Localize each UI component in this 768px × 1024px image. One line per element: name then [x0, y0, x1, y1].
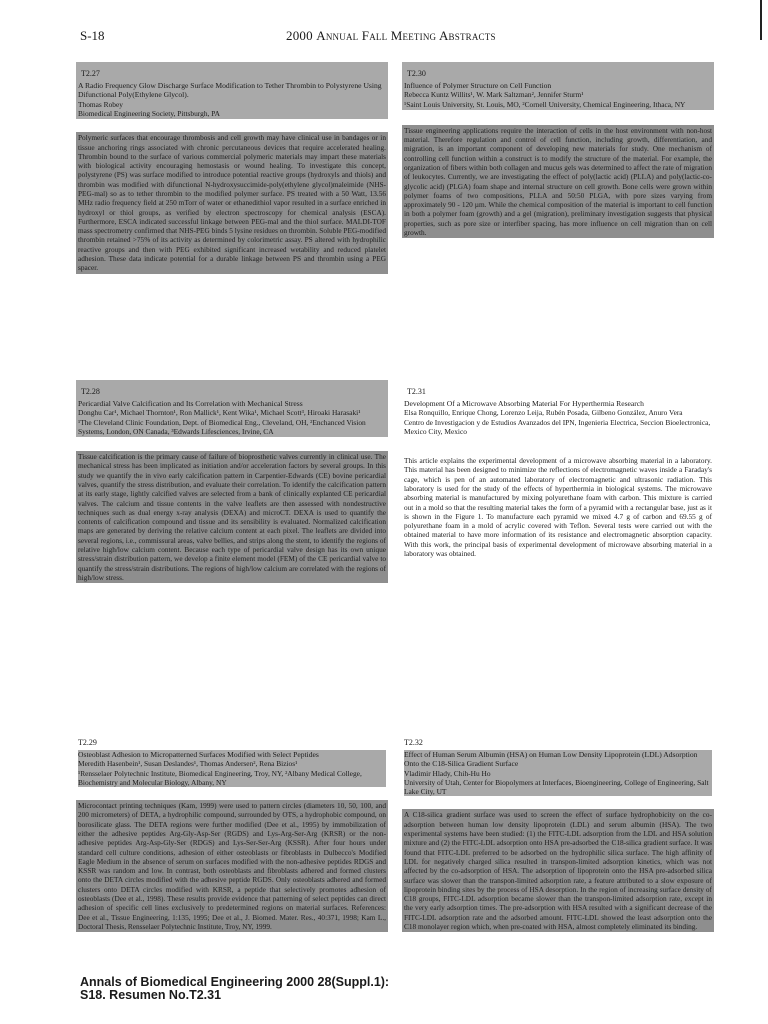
abstract-title: Osteoblast Adhesion to Micropatterned Surfaces Modified with Select Peptides: [78, 750, 386, 759]
abstract-code: T2.30: [407, 69, 426, 78]
abstract-title: Effect of Human Serum Albumin (HSA) on Human Low Density Lipoprotein (LDL) Adsorption Onto the C18-Silica Gradient Surface: [404, 750, 712, 769]
abstract-code: T2.29: [78, 738, 97, 747]
abstract-header: [402, 62, 714, 110]
abstract-header: [402, 380, 714, 437]
abstract-code: T2.27: [81, 69, 100, 78]
abstract-body: This article explains the experimental development of a microwave absorbing material in a laboratory. This material has been designed to minimize the reflections of electromagnetic waves inside a Faraday's cage, which is pen of an automated laboratory of electromagnetic and ultrasonic radiation. This laboratory is used for the study of the effects of hyperthermia in biological systems. The microwave absorbing material is manufactured by mixing polyurethane foam with carbon. This mixture is carried out in a mold so that the resulting material takes the form of a pyramid with a rectangular base, just as it is shown in the Figure 1. To manufacture each pyramid we mixed 4.7 g of carbon and 69.55 g of polyurethane foam in a mold of acrylic covered with Teflon. Several tests were carried out with the obtained material to have more information of its resistance and electromagnetic absorption capacity. With this work, the principal basis of experimental development of microwave absorbing material in a laboratory was obtained.: [404, 456, 712, 558]
abstract-title: Development Of a Microwave Absorbing Material For Hyperthermia Research: [404, 399, 644, 408]
abstract-t2-27: [76, 62, 388, 274]
abstract-code: T2.28: [81, 387, 100, 396]
abstract-authors: Meredith Hasenbein¹, Susan Deslandes¹, Thomas Andersen², Rena Bizios¹: [78, 759, 386, 768]
citation-line-2: S18. Resumen No.T2.31: [80, 988, 222, 1002]
abstract-header: [76, 62, 388, 119]
journal-title-year: 2000: [286, 28, 313, 43]
abstract-affiliation: ¹Rensselaer Polytechnic Institute, Biomedical Engineering, Troy, NY, ²Albany Medical College, Biochemistry and Molecular Biology, Albany, NY: [78, 769, 386, 787]
abstract-affiliation: Centro de Investigacion y de Estudios Avanzados del IPN, Ingenieria Electrica, Seccion Bioelectronica, Mexico City, Mexico: [404, 417, 711, 436]
abstract-authors: Donghu Car¹, Michael Thornton¹, Ron Mallick¹, Kent Wika¹, Michael Scott³, Hiroaki Harasaki¹: [78, 408, 361, 418]
abstract-authors: Rebecca Kuntz Willits¹, W. Mark Saltzman², Jennifer Sturm¹: [404, 90, 584, 100]
abstract-affiliation: ¹Saint Louis University, St. Louis, MO, ²Cornell University, Chemical Engineering, Ithaca, NY: [404, 99, 686, 109]
abstract-title: Influence of Polymer Structure on Cell Function: [404, 81, 552, 90]
abstract-header: [76, 380, 388, 437]
abstract-affiliation: Biomedical Engineering Society, Pittsburgh, PA: [78, 109, 220, 119]
abstract-t2-31: [402, 380, 714, 559]
abstract-affiliation: University of Utah, Center for Biopolymers at Interfaces, Bioengineering, College of Engineering, Salt Lake City, UT: [404, 778, 712, 796]
abstract-t2-29: [76, 731, 388, 932]
abstract-t2-32: [402, 731, 714, 932]
abstract-body: A C18-silica gradient surface was used to screen the effect of surface hydrophobicity on the co-adsorption between human low density lipoprotein (LDL) and serum albumin (HSA). The two experimental systems have been studied: (1) the FITC-LDL adsorption from the LDL and HSA solution mixture and (2) the FITC-LDL adsorption onto HSA pre-adsorbed the C18-silica gradient surface. It was found that FITC-LDL preferred to be adsorbed on the hydrophilic silica surface. The high affinity of LDL for negatively charged silica resulted in transpon-limited adsorption kinetics, which was not affected by the co-adsorption of HSA. The adsorption of lipoprotein onto the HSA pre-adsorbed silica surface was slower than the transpon-limited adsorption rate, a feature attributed to a slow exposure of lipoprotein binding sites by the process of HSA desorption. In the region of increasing surface density of C18 groups, FITC-LDL adsorption became slower than the transpon-limited adsorption rate, except in the very early adsorption times. The pre-adsorption with HSA resulted with a significant decrease of the FITC-LDL adsorption rate and the adsorbed amount. FITC-LDL showed the least adsorption onto the C18 monolayer region which, when pre-coated with HSA, almost completely eliminated its binding.: [404, 810, 712, 931]
abstract-body: Tissue engineering applications require the interaction of cells in the host environment with non-host material. Therefore regulation and control of cell function, including growth, differentiation, and migration, is an important component of developing new materials for study. One mechanism of controlling cell function within a construct is to modify the structure of the material. For example, the organization of fibers within both collagen and mucus gels was determined to affect the rate of migration of leukocytes. Currently, we are investigating the effect of poly(lactic acid) (PLLA) and poly(lactic-co-glycolic acid) (PLGA) foam shape and internal structure on cell growth. Bone cells were grown within polymer foams of two compositions, PLLA and 50:50 PLGA, with pore sizes varying from approximately 90 - 120 µm. While the chemical composition of the material is important to cell function in both a polymer foam (growth) and a gel (migration), preliminary investigation suggests that physical properties, such as pore size or interfiber spacing, has more influence on cell migration than on cell growth.: [404, 125, 712, 238]
abstract-t2-28: [76, 380, 388, 583]
page-number: S-18: [80, 28, 105, 43]
abstract-title: Pericardial Valve Calcification and Its Correlation with Mechanical Stress: [78, 399, 303, 408]
journal-title: [286, 28, 496, 44]
abstract-body: Microcontact printing techniques (Kam, 1999) were used to pattern circles (diameters 10, 50, 100, and 200 micrometers) of DETA, a hydrophilic compound, surrounded by OTS, a hydrophobic compound, on borosilicate glass. The DETA regions were further modified (Dee et al., 1995) by immobilization of either the adhesive peptides Arg-Gly-Asp-Ser (RGDS) and Lys-Arg-Ser-Arg (KRSR) or the non-adhesive peptides Arg-Asp-Gly-Ser (RDGS) and Lys-Ser-Ser-Arg (KSSR). After four hours under standard cell culture conditions, adhesion of either osteoblasts or fibroblasts in Dulbecco's Modified Eagle Medium in the absence of serum on surfaces modified with the non-adhesive peptides RDGS and KSSR was random and low. In contrast, both osteoblasts and fibroblasts adhered and formed clusters onto the DETA circles modified with the adhesive peptide RGDS. Only osteoblasts adhered and formed clusters onto DETA circles modified with KRSR, a peptide that selectively promotes adhesion of osteoblasts (Dee et al., 1998). These results provide evidence that patterning of select peptides can direct adhesion of specific cell lines exclusively to predetermined regions on material surfaces. References: Dee et al., Tissue Engineering, 1:135, 1995; Dee et al., J. Biomed. Mater. Res., 40:371, 1998; Kam L., Doctoral Thesis, Rensselaer Polytechnic Institute, Troy, NY, 1999.: [78, 801, 386, 931]
abstract-header: [76, 731, 388, 788]
abstract-title: A Radio Frequency Glow Discharge Surface Modification to Tether Thrombin to Polystyrene Using Difunctional Poly(Ethylene Glycol).: [78, 81, 382, 100]
citation-line-1: Annals of Biomedical Engineering 2000 28(Suppl.1):: [80, 975, 390, 989]
abstract-authors: Elsa Ronquillo, Enrique Chong, Lorenzo Leija, Rubén Posada, Gilbeno González, Anuro Vera: [404, 408, 683, 418]
abstract-authors: Vladimir Hlady, Chih-Hu Ho: [404, 769, 712, 778]
abstract-body: Polymeric surfaces that encourage thrombosis and cell growth may have clinical use in bandages or in tissue anchoring rings associated with chronic percutaneous devices that require accelerated healing. Thrombin bound to the surface of various commercial polymeric materials may impart these materials with biological activity encouraging hemostasis or wound healing. To investigate this concept, polystyrene (PS) was surface modified to introduce potential reactive groups (hydroxyls and thiols) and thrombin was modified with difunctional N-hydroxysuccimide-poly(ethylene glycol)maleimide (NHS-PEG-mal) so as to tether thrombin to the modified polymer surface. PS treated with a 50 Watt, 13.56 MHz radio frequency field at 250 mTorr of water or ethanedithiol vapor resulted in a surface enriched in hydroxyl or thiol groups, as verified by electron spectroscopy for chemical analysis (ESCA). Furthermore, ESCA indicated successful linkage between PEG-mal and the thiol surface. MALDI-TOF mass spectrometry confirmed that NHS-PEG binds 5 lysine residues on thrombin. Soluble PEG-modified thrombin retained >75% of its activity as determined by colorimetric assay. PS altered with hydrophilic reactive groups and then with PEG exhibited significant increased wetability and reduced platelet adhesion. These data indicate potential for a durable linkage between PS and thrombin using a PEG spacer.: [78, 133, 386, 273]
abstract-header: [402, 731, 714, 797]
abstract-code: T2.31: [407, 387, 426, 396]
abstract-body: Tissue calcification is the primary cause of failure of bioprosthetic valves currently in clinical use. The mechanical stress has been implicated as initiation and/or acceleration factors by several groups. In this study we quantify the in vivo early calcification pattern in Carpentier-Edwards (CE) bovine pericardial valves, quantify the stress distribution, and evaluate their correlation. To identify the calcification pattern at its early stage, lightly calcified valves are selected from a bank of clinically explanted CE pericardial valves. The calcium and tissue contents in the valve leaflets are then assessed with nondestructive techniques such as dual energy x-ray analysis (DEXA) and microCT. DEXA is used to quantify the contents of calcification compound and tissue and its sensibility is evaluated. Normalized calcification maps are generated by deriving the relative calcium content at each pixel. The leaflets are divided into several regions, i.e., commissural areas, valve bellies, and strips along the stent, to identify the regions of relative high/low calcium content. Because each type of pericardial valve design has its own unique stress/strain distribution pattern, we develop a finite element model (FEM) of the CE pericardial valve to quantify the stress/strain distributions. The regions of high/low calcium are correlated with the regions of high/low stress.: [78, 452, 386, 582]
journal-title-text: Annual Fall Meeting Abstracts: [316, 28, 496, 43]
abstract-t2-30: [402, 62, 714, 238]
page-edge-mark: [760, 0, 762, 40]
abstract-authors: Thomas Robey: [78, 99, 123, 109]
abstract-code: T2.32: [404, 738, 423, 747]
abstract-affiliation: ¹The Cleveland Clinic Foundation, Dept. of Biomedical Eng., Cleveland, OH, ²Enchanced Vision Systems, London, ON Canada, ³Edwards Lifesciences, Irvine, CA: [78, 417, 366, 436]
citation-footer: [80, 976, 389, 1002]
